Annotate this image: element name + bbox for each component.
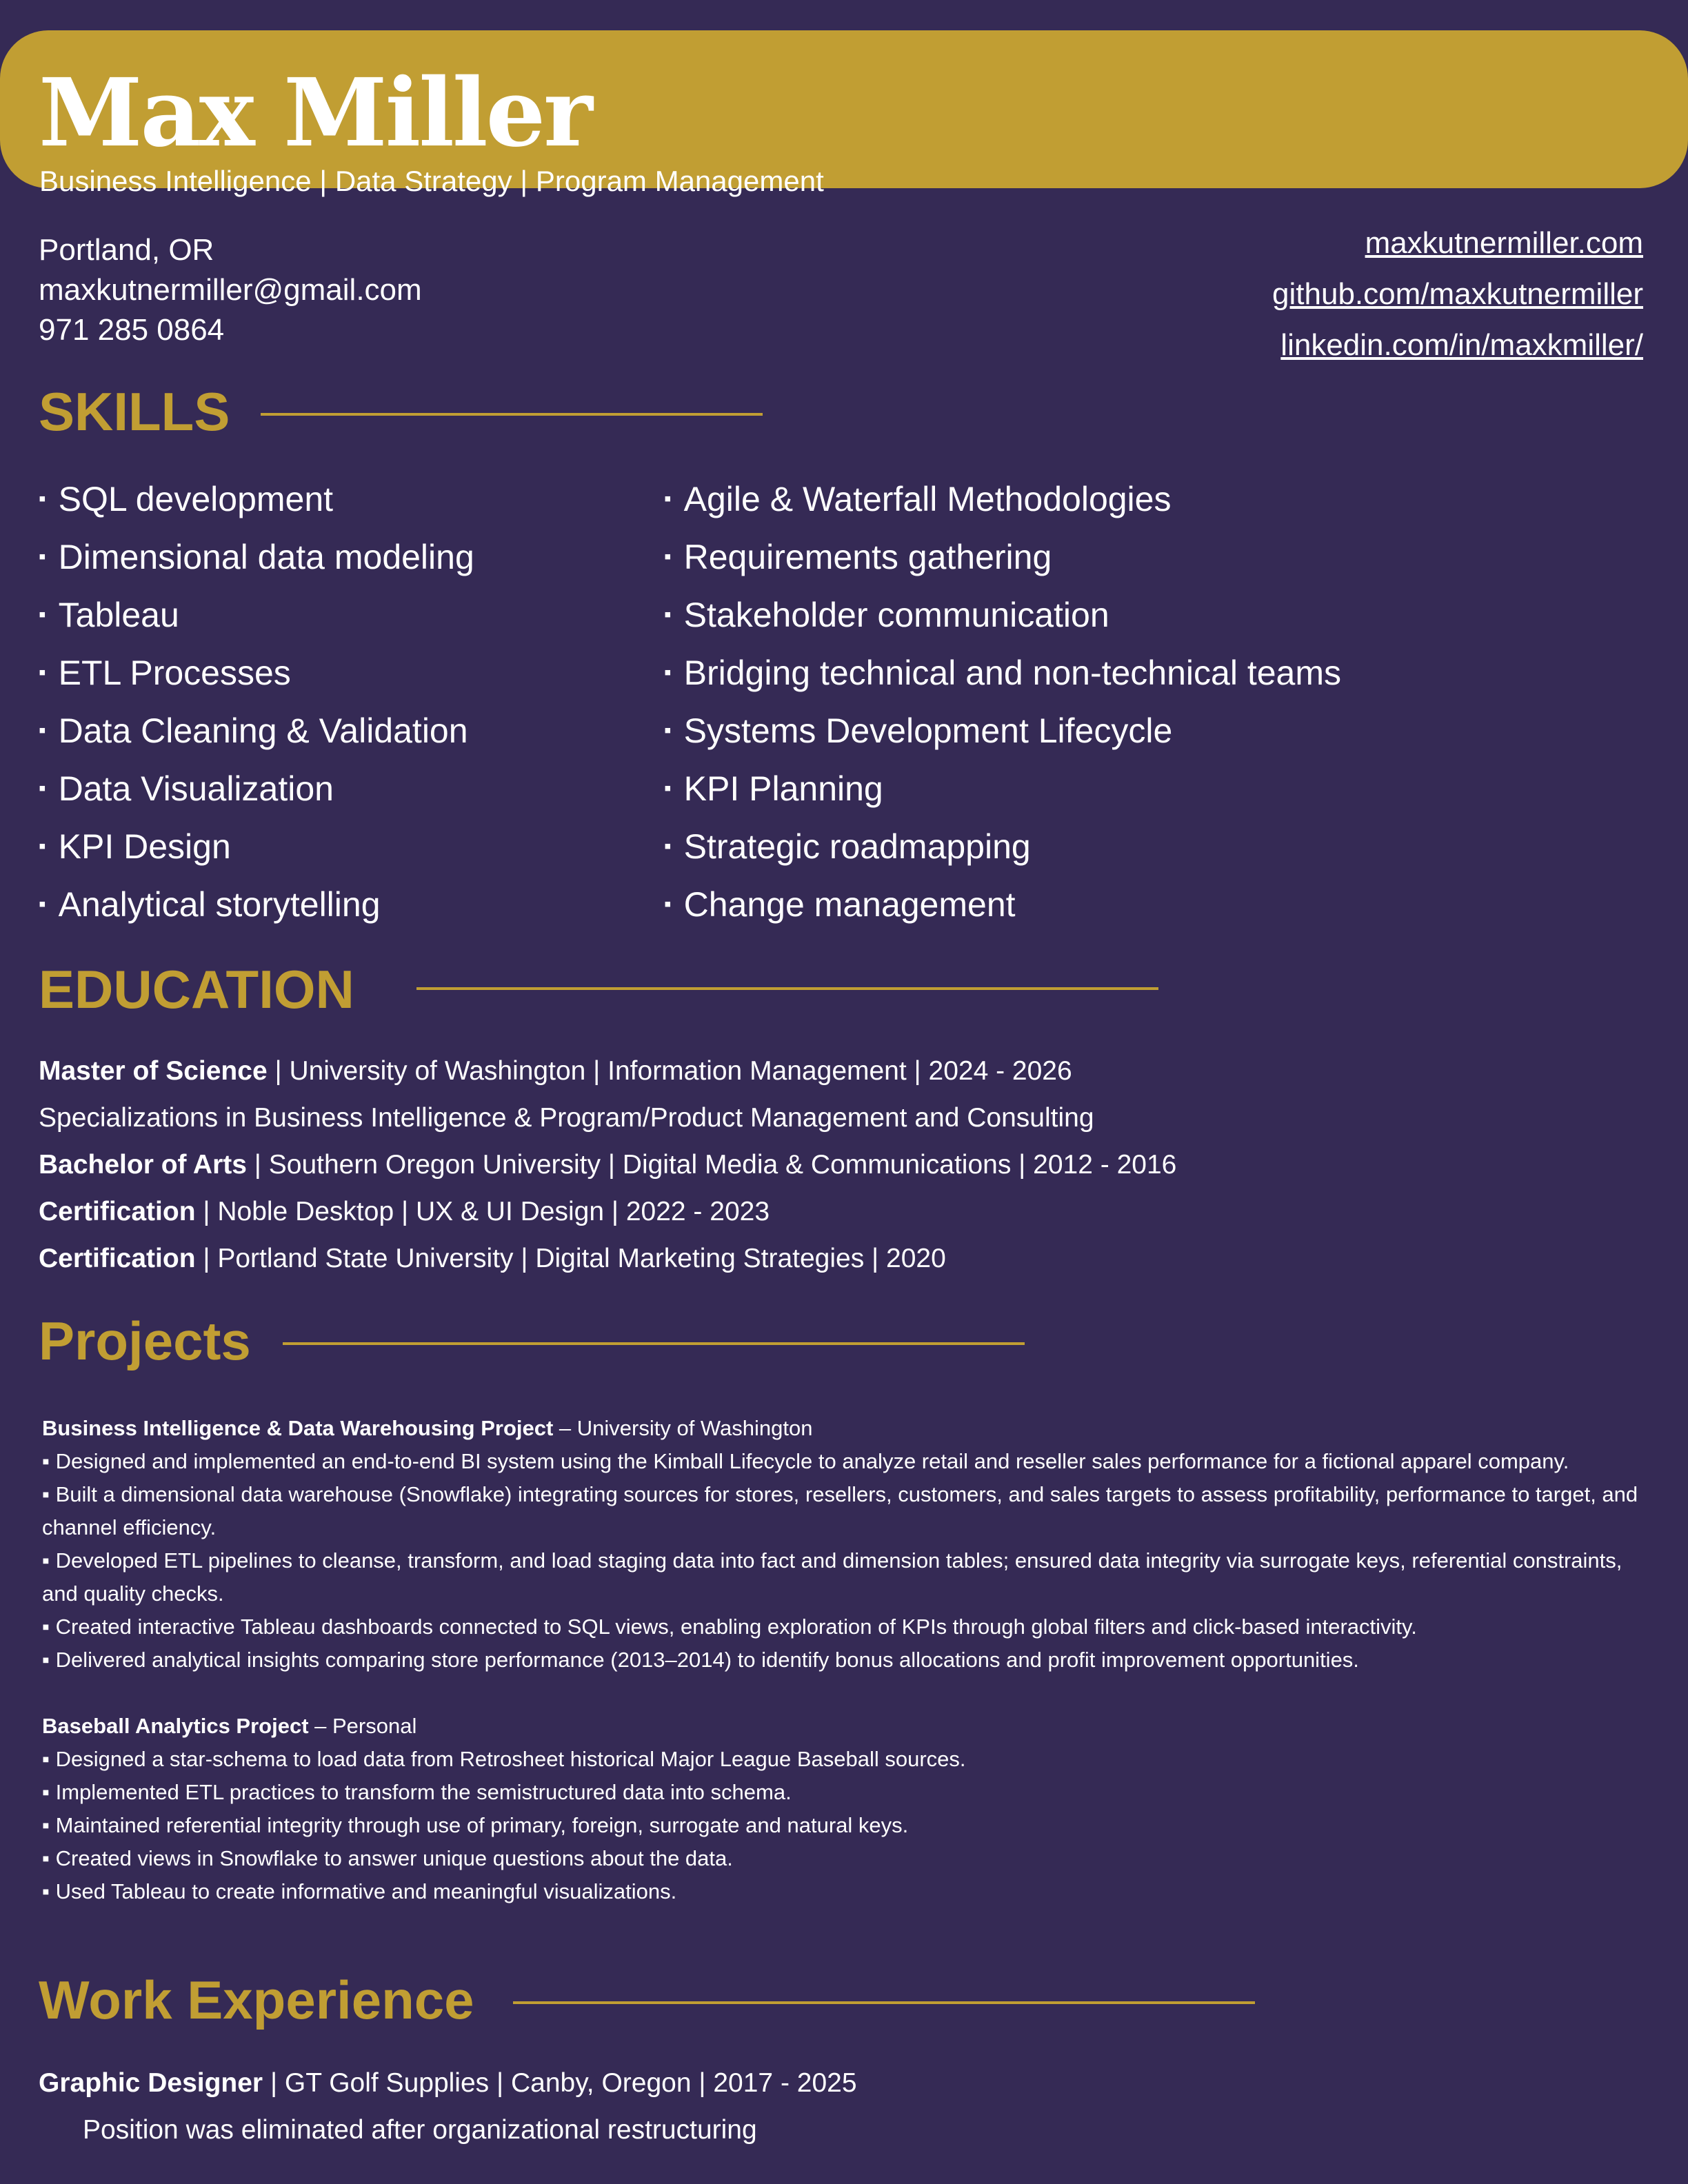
skill-item: ▪ Dimensional data modeling bbox=[39, 528, 474, 586]
skill-item: ▪ KPI Design bbox=[39, 818, 474, 876]
location: Portland, OR bbox=[39, 233, 214, 267]
skill-item: ▪ Analytical storytelling bbox=[39, 876, 474, 933]
project-bullet: ▪ Maintained referential integrity through use of primary, foreign, surrogate and natural keys. bbox=[42, 1813, 909, 1837]
linkedin-link[interactable]: linkedin.com/in/maxkmiller/ bbox=[1280, 328, 1643, 362]
work-note: Position was eliminated after organizational restructuring bbox=[83, 2115, 757, 2145]
education-rule bbox=[416, 987, 1158, 990]
work-role-line: Graphic Designer | GT Golf Supplies | Canby, Oregon | 2017 - 2025 bbox=[39, 2068, 857, 2098]
work-title: Work Experience bbox=[39, 1970, 474, 2030]
skill-item: ▪ Tableau bbox=[39, 586, 474, 644]
education-entry: Specializations in Business Intelligence & Program/Product Management and Consulting bbox=[39, 1103, 1094, 1133]
project-heading: Baseball Analytics Project – Personal bbox=[42, 1714, 417, 1738]
skill-item: ▪ Data Visualization bbox=[39, 760, 474, 818]
projects-title: Projects bbox=[39, 1311, 251, 1371]
education-list bbox=[39, 1048, 1176, 1282]
education-entry: Certification | Portland State University | Digital Marketing Strategies | 2020 bbox=[39, 1244, 946, 1273]
education-entry: Bachelor of Arts | Southern Oregon University | Digital Media & Communications | 2012 - 2016 bbox=[39, 1150, 1177, 1180]
skills-left-list bbox=[39, 470, 474, 933]
project-bullet: ▪ Designed a star-schema to load data from Retrosheet historical Major League Baseball sources. bbox=[42, 1747, 966, 1771]
skills-right-list bbox=[664, 470, 1341, 933]
skill-item: ▪ ETL Processes bbox=[39, 644, 474, 702]
skill-item: ▪ Systems Development Lifecycle bbox=[664, 702, 1341, 760]
skill-item: ▪ Change management bbox=[664, 876, 1341, 933]
project-bullet: ▪ Delivered analytical insights comparing store performance (2013–2014) to identify bonus allocations and profit improvement opportunities. bbox=[42, 1648, 1359, 1672]
work-entry bbox=[39, 2060, 857, 2154]
project-bullet: ▪ Developed ETL pipelines to cleanse, transform, and load staging data into fact and dimension tables; ensured data integrity via surrogate keys, referential constraints, and quality checks. bbox=[42, 1548, 1622, 1606]
work-rule bbox=[513, 2001, 1255, 2004]
skills-rule bbox=[261, 413, 763, 416]
project-bullet: ▪ Implemented ETL practices to transform the semistructured data into schema. bbox=[42, 1780, 792, 1804]
education-entry: Certification | Noble Desktop | UX & UI Design | 2022 - 2023 bbox=[39, 1197, 770, 1226]
project-heading: Business Intelligence & Data Warehousing Project – University of Washington bbox=[42, 1416, 813, 1440]
project-spacer bbox=[42, 1677, 1649, 1710]
project-bullet: ▪ Created views in Snowflake to answer unique questions about the data. bbox=[42, 1846, 733, 1870]
skill-item: ▪ Stakeholder communication bbox=[664, 586, 1341, 644]
header-banner bbox=[0, 30, 1688, 197]
website-link[interactable]: maxkutnermiller.com bbox=[1365, 226, 1643, 260]
skill-item: ▪ Strategic roadmapping bbox=[664, 818, 1341, 876]
project-bullet: ▪ Designed and implemented an end-to-end BI system using the Kimball Lifecycle to analyze retail and reseller sales performance for a fictional apparel company. bbox=[42, 1449, 1569, 1473]
skill-item: ▪ SQL development bbox=[39, 470, 474, 528]
skills-title: SKILLS bbox=[39, 381, 230, 442]
candidate-name: Max Miller bbox=[39, 58, 591, 168]
education-entry: Master of Science | University of Washington | Information Management | 2024 - 2026 bbox=[39, 1056, 1072, 1086]
project-bullet: ▪ Created interactive Tableau dashboards connected to SQL views, enabling exploration of KPIs through global filters and click-based interactivity. bbox=[42, 1615, 1417, 1639]
project-bullet: ▪ Used Tableau to create informative and meaningful visualizations. bbox=[42, 1879, 677, 1903]
skill-item: ▪ Data Cleaning & Validation bbox=[39, 702, 474, 760]
projects-rule bbox=[283, 1342, 1025, 1345]
skill-item: ▪ KPI Planning bbox=[664, 760, 1341, 818]
projects-list bbox=[42, 1412, 1649, 1908]
skill-item: ▪ Requirements gathering bbox=[664, 528, 1341, 586]
skill-item: ▪ Bridging technical and non-technical teams bbox=[664, 644, 1341, 702]
phone: 971 285 0864 bbox=[39, 313, 225, 347]
email: maxkutnermiller@gmail.com bbox=[39, 273, 422, 307]
contact-info bbox=[39, 230, 422, 350]
project-bullet: ▪ Built a dimensional data warehouse (Snowflake) integrating sources for stores, resellers, customers, and sales targets to assess profitability, performance to target, and channel efficiency. bbox=[42, 1482, 1638, 1539]
github-link[interactable]: github.com/maxkutnermiller bbox=[1272, 277, 1643, 311]
contact-links bbox=[1272, 218, 1643, 371]
skill-item: ▪ Agile & Waterfall Methodologies bbox=[664, 470, 1341, 528]
tagline: Business Intelligence | Data Strategy | Program Management bbox=[39, 165, 824, 197]
education-title: EDUCATION bbox=[39, 959, 354, 1020]
